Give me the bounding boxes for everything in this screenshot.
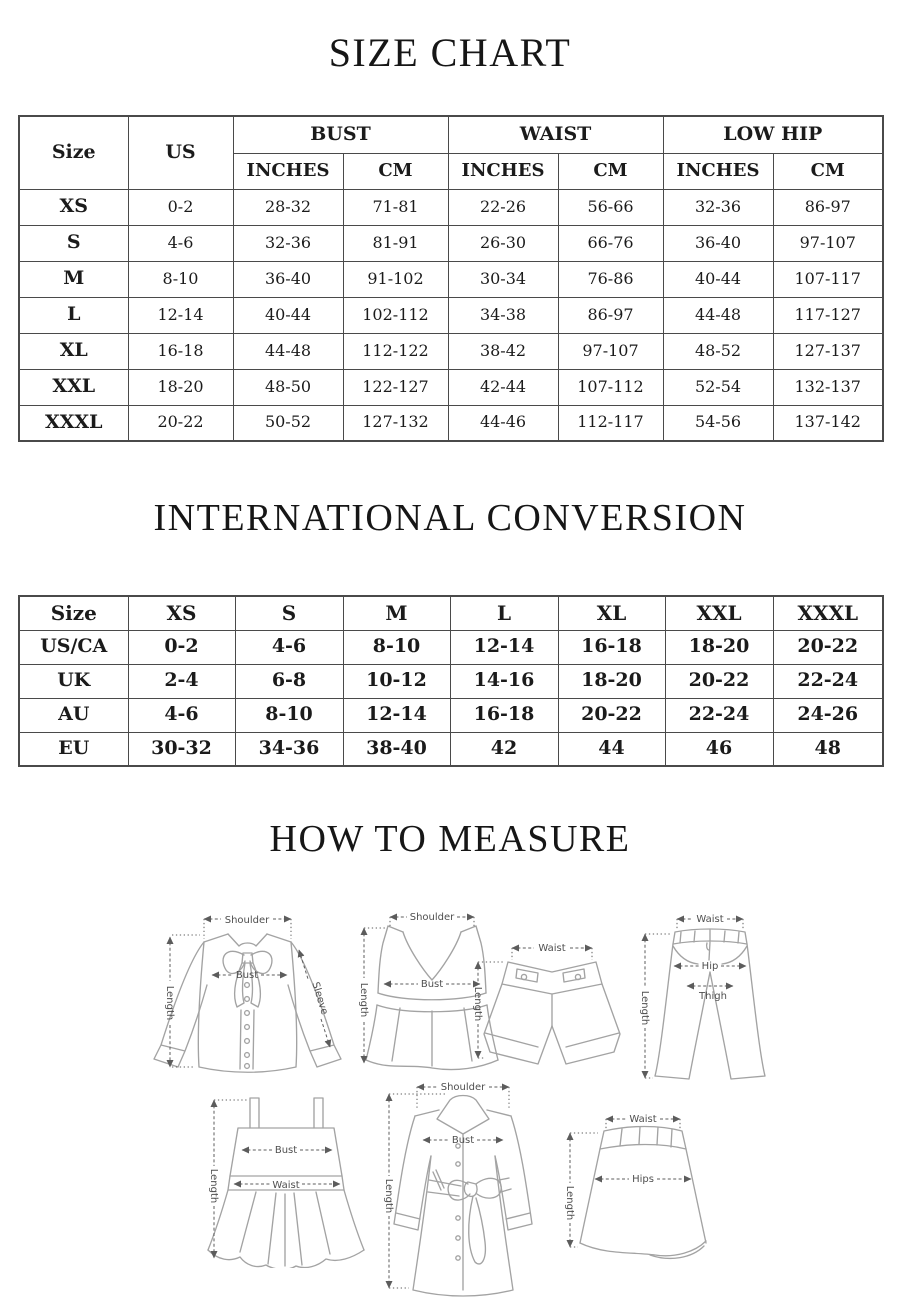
value-cell: 18-20 — [665, 630, 773, 664]
value-cell: 8-10 — [235, 698, 343, 732]
how-to-measure-title: HOW TO MEASURE — [269, 818, 631, 860]
table-row — [19, 698, 883, 732]
value-cell: 0-2 — [128, 189, 233, 225]
table-row — [19, 297, 883, 333]
value-cell: 18-20 — [558, 664, 665, 698]
conv-header-xxxl: XXXL — [773, 596, 883, 630]
col-header-hip-inches: INCHES — [663, 153, 773, 189]
conv-header-s: S — [235, 596, 343, 630]
value-cell: 46 — [665, 732, 773, 766]
col-group-low-hip: LOW HIP — [663, 116, 883, 153]
value-cell: 76-86 — [558, 261, 663, 297]
conv-header-xs: XS — [128, 596, 235, 630]
row-label-cell: US/CA — [19, 630, 128, 664]
value-cell: 81-91 — [343, 225, 448, 261]
value-cell: 127-137 — [773, 333, 883, 369]
dress-diagram — [198, 1088, 393, 1268]
measure-label-waist: Waist — [272, 1180, 300, 1191]
value-cell: 2-4 — [128, 664, 235, 698]
col-header-size: Size — [19, 116, 128, 189]
measure-label-length: Length — [208, 1168, 219, 1204]
conv-header-size: Size — [19, 596, 128, 630]
value-cell: 107-117 — [773, 261, 883, 297]
value-cell: 86-97 — [773, 189, 883, 225]
size-chart-title: SIZE CHART — [328, 30, 572, 75]
value-cell: 14-16 — [450, 664, 558, 698]
value-cell: 48-52 — [663, 333, 773, 369]
shorts-diagram — [468, 932, 633, 1072]
value-cell: 12-14 — [450, 630, 558, 664]
measure-label-thigh: Thigh — [699, 991, 727, 1002]
pants-diagram — [625, 902, 795, 1082]
measure-label-length: Length — [564, 1185, 575, 1221]
measure-label-waist: Waist — [538, 943, 566, 954]
measure-label-hip: Hip — [701, 961, 719, 972]
value-cell: 32-36 — [233, 225, 343, 261]
value-cell: 20-22 — [773, 630, 883, 664]
value-cell: 122-127 — [343, 369, 448, 405]
value-cell: 12-14 — [343, 698, 450, 732]
value-cell: 20-22 — [128, 405, 233, 441]
value-cell: 44-48 — [663, 297, 773, 333]
row-label-cell: XL — [19, 333, 128, 369]
value-cell: 8-10 — [343, 630, 450, 664]
shirt-dress-outline — [394, 1096, 532, 1297]
value-cell: 28-32 — [233, 189, 343, 225]
col-header-bust-inches: INCHES — [233, 153, 343, 189]
conv-header-xl: XL — [558, 596, 665, 630]
value-cell: 44-46 — [448, 405, 558, 441]
value-cell: 137-142 — [773, 405, 883, 441]
conversion-header — [19, 596, 883, 630]
table-row — [19, 189, 883, 225]
value-cell: 16-18 — [450, 698, 558, 732]
measure-label-shoulder: Shoulder — [409, 912, 455, 923]
pants-outline — [655, 929, 765, 1079]
col-group-bust: BUST — [233, 116, 448, 153]
skirt-diagram — [550, 1105, 735, 1275]
value-cell: 6-8 — [235, 664, 343, 698]
value-cell: 132-137 — [773, 369, 883, 405]
conv-header-m: M — [343, 596, 450, 630]
value-cell: 32-36 — [663, 189, 773, 225]
value-cell: 97-107 — [773, 225, 883, 261]
row-label-cell: XXL — [19, 369, 128, 405]
value-cell: 117-127 — [773, 297, 883, 333]
value-cell: 42 — [450, 732, 558, 766]
skirt-outline — [580, 1127, 706, 1259]
value-cell: 38-40 — [343, 732, 450, 766]
value-cell: 97-107 — [558, 333, 663, 369]
value-cell: 86-97 — [558, 297, 663, 333]
col-header-bust-cm: CM — [343, 153, 448, 189]
value-cell: 8-10 — [128, 261, 233, 297]
table-row — [19, 333, 883, 369]
row-label-cell: UK — [19, 664, 128, 698]
col-header-hip-cm: CM — [773, 153, 883, 189]
measure-label-bust: Bust — [451, 1135, 475, 1146]
value-cell: 56-66 — [558, 189, 663, 225]
shirt-dress-diagram — [373, 1072, 553, 1300]
value-cell: 18-20 — [128, 369, 233, 405]
measure-label-bust: Bust — [274, 1145, 298, 1156]
table-row — [19, 732, 883, 766]
value-cell: 30-32 — [128, 732, 235, 766]
value-cell: 4-6 — [128, 225, 233, 261]
value-cell: 112-122 — [343, 333, 448, 369]
value-cell: 44 — [558, 732, 665, 766]
value-cell: 107-112 — [558, 369, 663, 405]
table-row — [19, 369, 883, 405]
value-cell: 10-12 — [343, 664, 450, 698]
value-cell: 16-18 — [558, 630, 665, 664]
value-cell: 127-132 — [343, 405, 448, 441]
value-cell: 50-52 — [233, 405, 343, 441]
value-cell: 112-117 — [558, 405, 663, 441]
value-cell: 36-40 — [663, 225, 773, 261]
value-cell: 54-56 — [663, 405, 773, 441]
value-cell: 38-42 — [448, 333, 558, 369]
measure-label-bust: Bust — [420, 979, 444, 990]
value-cell: 91-102 — [343, 261, 448, 297]
value-cell: 44-48 — [233, 333, 343, 369]
table-row — [19, 225, 883, 261]
row-label-cell: EU — [19, 732, 128, 766]
size-chart-table — [18, 115, 884, 442]
conversion-table — [18, 595, 884, 767]
value-cell: 34-36 — [235, 732, 343, 766]
row-label-cell: XS — [19, 189, 128, 225]
value-cell: 20-22 — [558, 698, 665, 732]
value-cell: 24-26 — [773, 698, 883, 732]
value-cell: 30-34 — [448, 261, 558, 297]
value-cell: 34-38 — [448, 297, 558, 333]
table-row — [19, 664, 883, 698]
measure-label-length: Length — [383, 1178, 394, 1214]
value-cell: 22-26 — [448, 189, 558, 225]
row-label-cell: XXXL — [19, 405, 128, 441]
col-header-us: US — [128, 116, 233, 189]
value-cell: 26-30 — [448, 225, 558, 261]
value-cell: 66-76 — [558, 225, 663, 261]
row-label-cell: AU — [19, 698, 128, 732]
measure-label-hips: Hips — [632, 1174, 654, 1185]
measure-label-length: Length — [358, 982, 369, 1018]
value-cell: 4-6 — [235, 630, 343, 664]
row-label-cell: M — [19, 261, 128, 297]
blouse-diagram — [140, 895, 355, 1085]
table-row — [19, 630, 883, 664]
measure-label-shoulder: Shoulder — [440, 1082, 486, 1093]
value-cell: 42-44 — [448, 369, 558, 405]
col-header-waist-inches: INCHES — [448, 153, 558, 189]
value-cell: 102-112 — [343, 297, 448, 333]
measure-label-shoulder: Shoulder — [224, 915, 270, 926]
measure-label-length: Length — [472, 986, 483, 1022]
value-cell: 16-18 — [128, 333, 233, 369]
value-cell: 0-2 — [128, 630, 235, 664]
value-cell: 40-44 — [663, 261, 773, 297]
row-label-cell: S — [19, 225, 128, 261]
blouse-outline — [154, 934, 341, 1072]
table-row — [19, 405, 883, 441]
skirt-measure-lines — [570, 1119, 691, 1247]
col-group-waist: WAIST — [448, 116, 663, 153]
conversion-body — [19, 630, 883, 766]
pants-measure-lines — [645, 919, 746, 1078]
value-cell: 40-44 — [233, 297, 343, 333]
measure-label-sleeve: Sleeve — [309, 980, 330, 1017]
size-chart-body — [19, 189, 883, 441]
col-header-waist-cm: CM — [558, 153, 663, 189]
value-cell: 52-54 — [663, 369, 773, 405]
row-label-cell: L — [19, 297, 128, 333]
tank-top-measure-lines — [364, 917, 480, 1063]
conversion-title: INTERNATIONAL CONVERSION — [153, 497, 747, 539]
table-row — [19, 261, 883, 297]
conv-header-l: L — [450, 596, 558, 630]
measure-label-bust: Bust — [235, 970, 259, 981]
dress-measure-lines — [214, 1100, 340, 1258]
value-cell: 22-24 — [773, 664, 883, 698]
blouse-measure-lines — [170, 919, 330, 1067]
measure-label-waist: Waist — [629, 1114, 657, 1125]
value-cell: 4-6 — [128, 698, 235, 732]
value-cell: 12-14 — [128, 297, 233, 333]
conv-header-xxl: XXL — [665, 596, 773, 630]
value-cell: 48 — [773, 732, 883, 766]
value-cell: 36-40 — [233, 261, 343, 297]
measure-label-waist: Waist — [696, 914, 724, 925]
value-cell: 22-24 — [665, 698, 773, 732]
value-cell: 20-22 — [665, 664, 773, 698]
measure-label-length: Length — [639, 990, 650, 1026]
size-chart-header — [19, 116, 883, 189]
value-cell: 48-50 — [233, 369, 343, 405]
shorts-outline — [484, 962, 620, 1064]
shirt-dress-measure-lines — [389, 1087, 509, 1288]
value-cell: 71-81 — [343, 189, 448, 225]
measure-label-length: Length — [164, 985, 175, 1021]
